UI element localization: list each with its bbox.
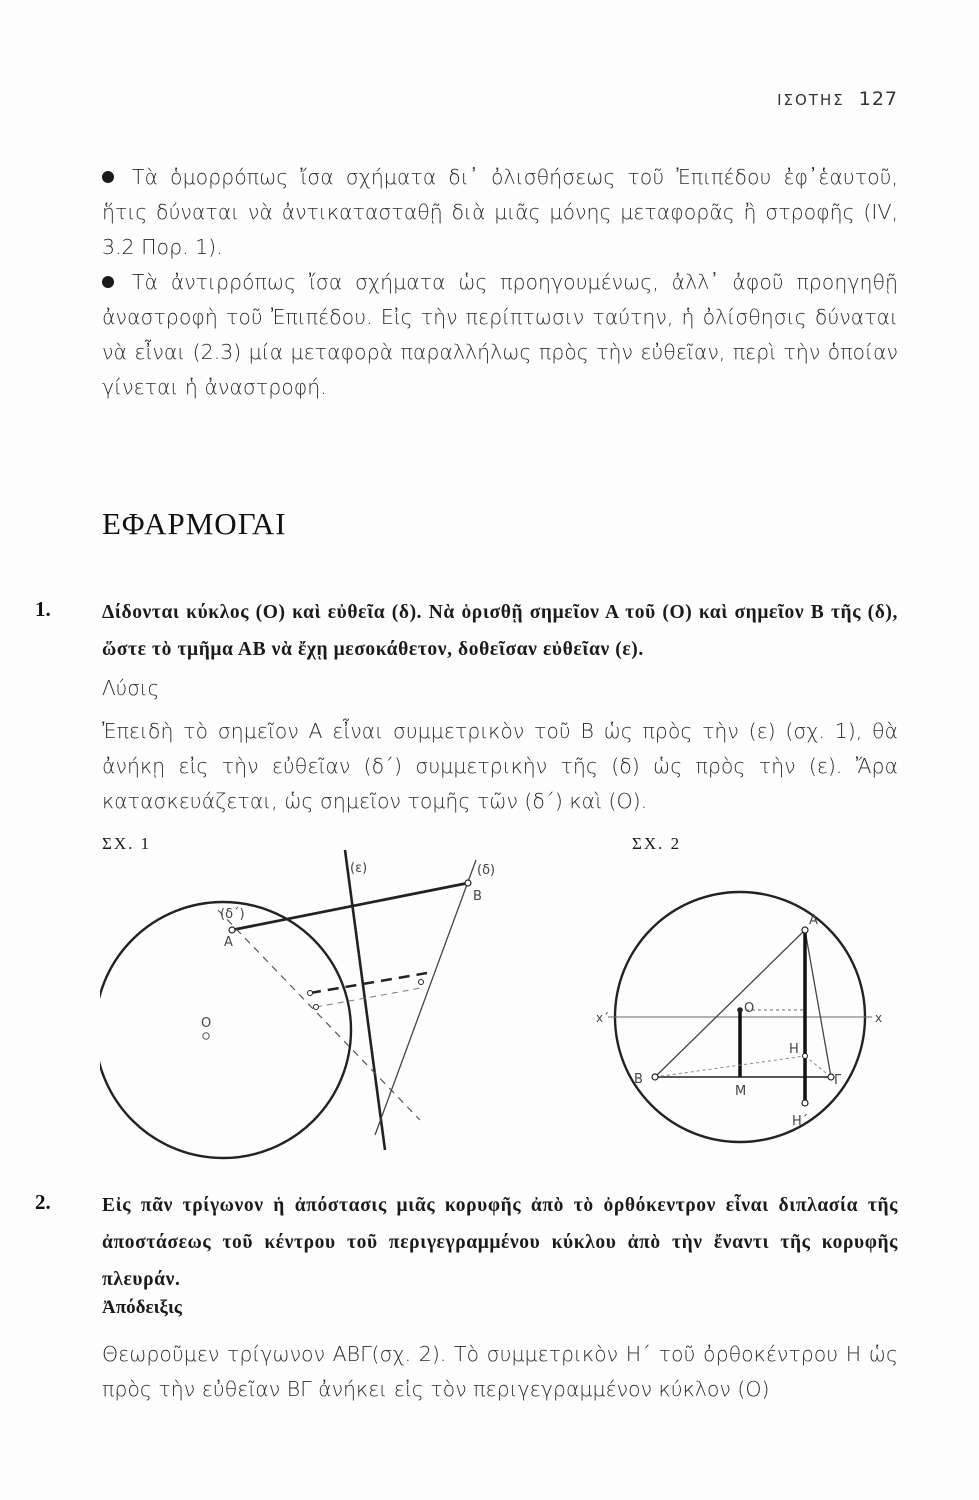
running-title: ΙΣΟΤΗΣ [777,91,845,109]
exercise-2-number: 2. [35,1190,51,1214]
dotted-hg [805,1056,831,1077]
point-h [803,1054,808,1059]
dashed-chord-thin [316,988,421,1007]
label-b: Β [473,889,482,904]
section-title: ΕΦΑΡΜΟΓΑΙ [102,506,287,541]
exercise-1-statement: Δίδονται κύκλος (Ο) καὶ εὐθεῖα (δ). Νὰ ὁρισθῇ σημεῖον Α τοῦ (Ο) καὶ σημεῖον Β τῆς (δ), ὥστε τὸ τμῆμα ΑΒ νὰ ἔχῃ μεσοκάθετον, δοθεῖσαν εὐθεῖαν (ε). [102,602,898,660]
label-x-prime: x΄ [596,1011,610,1025]
label-a: Α [809,913,818,928]
dotted-bh [655,1056,805,1077]
point-h-prime [802,1100,808,1106]
running-head [758,88,898,110]
figure-2-diagram [590,850,910,1150]
side-ab [655,930,805,1077]
label-g: Γ [834,1073,842,1088]
intro-bullet-1-text: Τὰ ὁμορρόπως ἴσα σχήματα δι᾽ ὀλισθήσεως τοῦ Ἐπιπέδου ἐφ᾽ἑαυτοῦ, ἥτις δύναται νὰ ἀντικατασταθῇ διὰ μιᾶς μόνης μεταφορᾶς ἢ στροφῆς (IV, 3.2 Πορ. 1). [102,165,898,259]
label-d-prime: (δ΄) [220,907,245,922]
solution-label: Λύσις [102,676,160,700]
label-a: Α [224,935,233,950]
dashed-chord [310,973,427,993]
point-b [465,880,471,886]
intro-bullet-2-text: Τὰ ἀντιρρόπως ἴσα σχήματα ὡς προηγουμένως, ἀλλ᾽ ἀφοῦ προηγηθῇ ἀναστροφὴ τοῦ Ἐπιπέδου. Εἰς τὴν περίπτωσιν ταύτην, ἡ ὀλίσθησις δύναται νὰ εἶναι (2.3) μία μεταφορὰ παραλλήλως πρὸς τὴν εὐθεῖαν, περὶ τὴν ὁποίαν γίνεται ἡ ἀναστροφή. [102,270,898,399]
bullet-icon [102,276,114,288]
label-d: (δ) [477,863,496,878]
line-d-prime [218,910,420,1120]
point-a [802,927,808,933]
label-h: Η [789,1042,799,1057]
intro-paragraph-1 [102,160,898,265]
point-o [737,1007,743,1013]
figure-2-caption: ΣΧ. 2 [632,834,682,853]
point-b [652,1074,658,1080]
point-o [203,1033,209,1039]
exercise-1-number: 1. [35,597,51,621]
exercise-2-statement: Εἰς πᾶν τρίγωνον ἡ ἀπόστασις μιᾶς κορυφῆς ἀπὸ τὸ ὀρθόκεντρον εἶναι διπλασία τῆς ἀποστάσεως τοῦ κέντρου τοῦ περιγεγραμμένου κύκλου ἀπὸ τὴν ἔναντι τῆς κορυφῆς πλευράν. [102,1195,898,1290]
label-h-prime: Η΄ [792,1114,809,1129]
line-e [345,850,385,1150]
page-number: 127 [858,88,898,110]
side-ag [805,930,831,1077]
intro-paragraph-2 [102,265,898,405]
point-chord-left-2 [314,1005,319,1010]
point-a [229,927,235,933]
exercise-2-proof: Θεωροῦμεν τρίγωνον ΑΒΓ(σχ. 2). Τὸ συμμετρικὸν Η΄ τοῦ ὀρθοκέντρου Η ὡς πρὸς τὴν εὐθεῖαν ΒΓ ἀνήκει εἰς τὸν περιγεγραμμένον κύκλον (Ο) [102,1342,898,1401]
line-d [375,860,476,1135]
label-m: Μ [735,1084,747,1099]
point-chord-left [308,991,313,996]
figure-1-caption: ΣΧ. 1 [102,834,152,853]
proof-label: Ἀπόδειξις [102,1297,182,1318]
bullet-icon [102,171,114,183]
label-b: Β [634,1072,643,1087]
label-e: (ε) [350,861,368,876]
exercise-1-solution: Ἐπειδὴ τὸ σημεῖον Α εἶναι συμμετρικὸν τοῦ Β ὡς πρὸς τὴν (ε) (σχ. 1), θὰ ἀνήκῃ εἰς τὴν εὐθεῖαν (δ΄) συμμετρικὴν τῆς (δ) ὡς πρὸς τὴν (ε). Ἄρα κατασκευάζεται, ὡς σημεῖον τομῆς τῶν (δ΄) καὶ (Ο). [102,719,898,813]
label-o: Ο [744,1001,755,1016]
figure-1-diagram [100,850,560,1180]
point-chord-right [419,980,424,985]
label-x: x [875,1011,883,1025]
label-o: Ο [201,1016,212,1031]
